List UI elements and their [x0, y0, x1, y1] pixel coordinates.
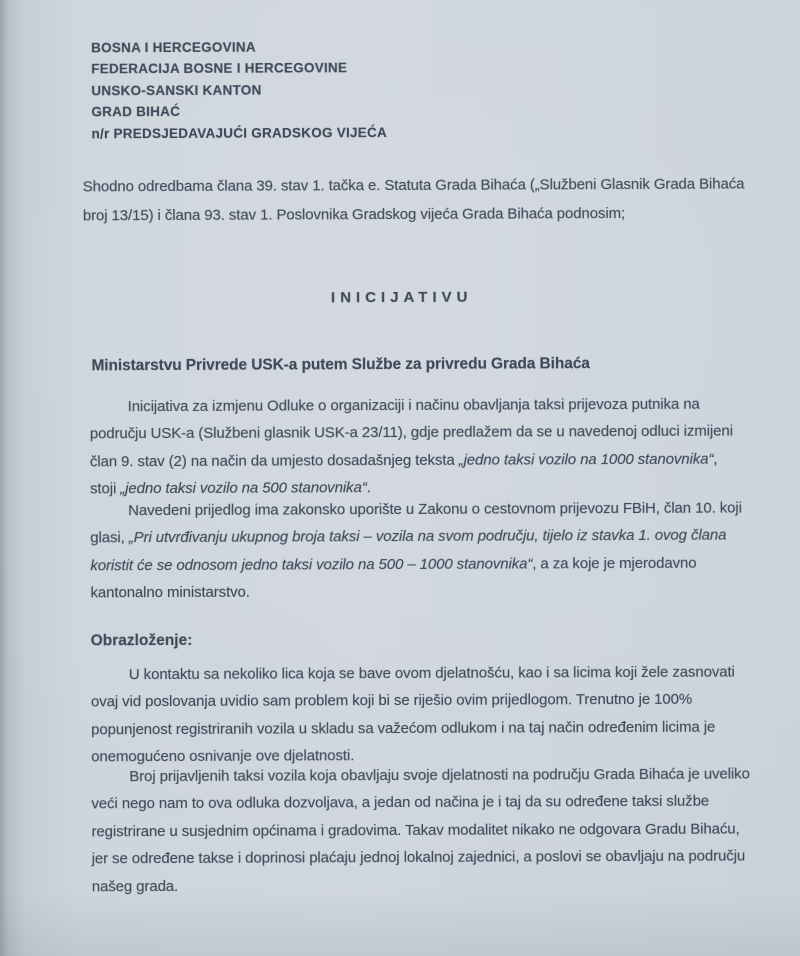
explanation-paragraph-1: U kontaktu sa nekoliko lica koja se bave ovom djelatnošću, kao i sa licima koji žele zasnovati ovaj vid poslovanja uvidio sam problem koji bi se riješio ovim prijedlogom. Trenutno je 100% popunjenost registriranih vozila u skladu sa važećom odlukom i na taj način određenim licima je onemogućeno osnivanje ove djelatnosti.: [90, 663, 735, 766]
sender-line-city: GRAD BIHAĆ: [91, 104, 181, 120]
legal-basis-paragraph: Shodno odredbama člana 39. stav 1. tačka e. Statuta Grada Bihaća („Službeni Glasnik Grada Bihaća broj 13/15) i člana 93. stav 1. Poslovnika Gradskog vijeća Grada Bihaća podnosim;: [82, 175, 745, 225]
body-paragraph-2: Navedeni prijedlog ima zakonsko uporište u Zakonu o cestovnom prijevozu FBiH, član 10. koji glasi, „Pri utvrđivanju ukupnog broja taksi – vozila na svom području, tijelo iz stavka 1. ovog člana koristit će se odnosom jedno taksi vozilo na 500 – 1000 stanovnika“, a za koje je mjerodavno kantonalno ministarstvo.: [90, 499, 742, 602]
recipient-heading: Ministarstvu Privrede USK-a putem Službe za privredu Grada Bihaća: [91, 355, 590, 375]
body-paragraph-1: Inicijativa za izmjenu Odluke o organizaciji i načinu obavljanja taksi prijevoza putnika na području USK-a (Službeni glasnik USK-a 23/11), gdje predlažem da se u navedenoj odluci izmijeni član 9. stav (2) na način da umjesto dosadašnjeg teksta „jedno taksi vozilo na 1000 stanovnika“, stoji „jedno taksi vozilo na 500 stanovnika“.: [89, 395, 733, 498]
explanation-paragraph-2: Broj prijavljenih taksi vozila koja obavljaju svoje djelatnosti na području Grada Bihaća je uveliko veći nego nam to ova odluka dozvoljava, a jedan od načina je i taj da su određene taksi službe registrirane u susjednim općinama i gradovima. Takav modalitet nikako ne odgovara Gradu Bihaću, jer se određene takse i doprinosi plaćaju jednoj lokalnoj zajednici, a poslovi se obavljaju na području našeg grada.: [91, 765, 750, 895]
explanation-heading: Obrazloženje:: [90, 631, 193, 650]
document-title: INICIJATIVU: [330, 288, 473, 307]
sender-line-attn: n/r PREDSJEDAVAJUĆI GRADSKOG VIJEĆA: [91, 124, 388, 141]
sender-line-bih: BOSNA I HERCEGOVINA: [91, 39, 256, 56]
sender-address-block: [91, 36, 387, 144]
sender-line-canton: UNSKO-SANSKI KANTON: [91, 82, 262, 99]
sender-line-fbih: FEDERACIJA BOSNE I HERCEGOVINE: [91, 60, 348, 77]
